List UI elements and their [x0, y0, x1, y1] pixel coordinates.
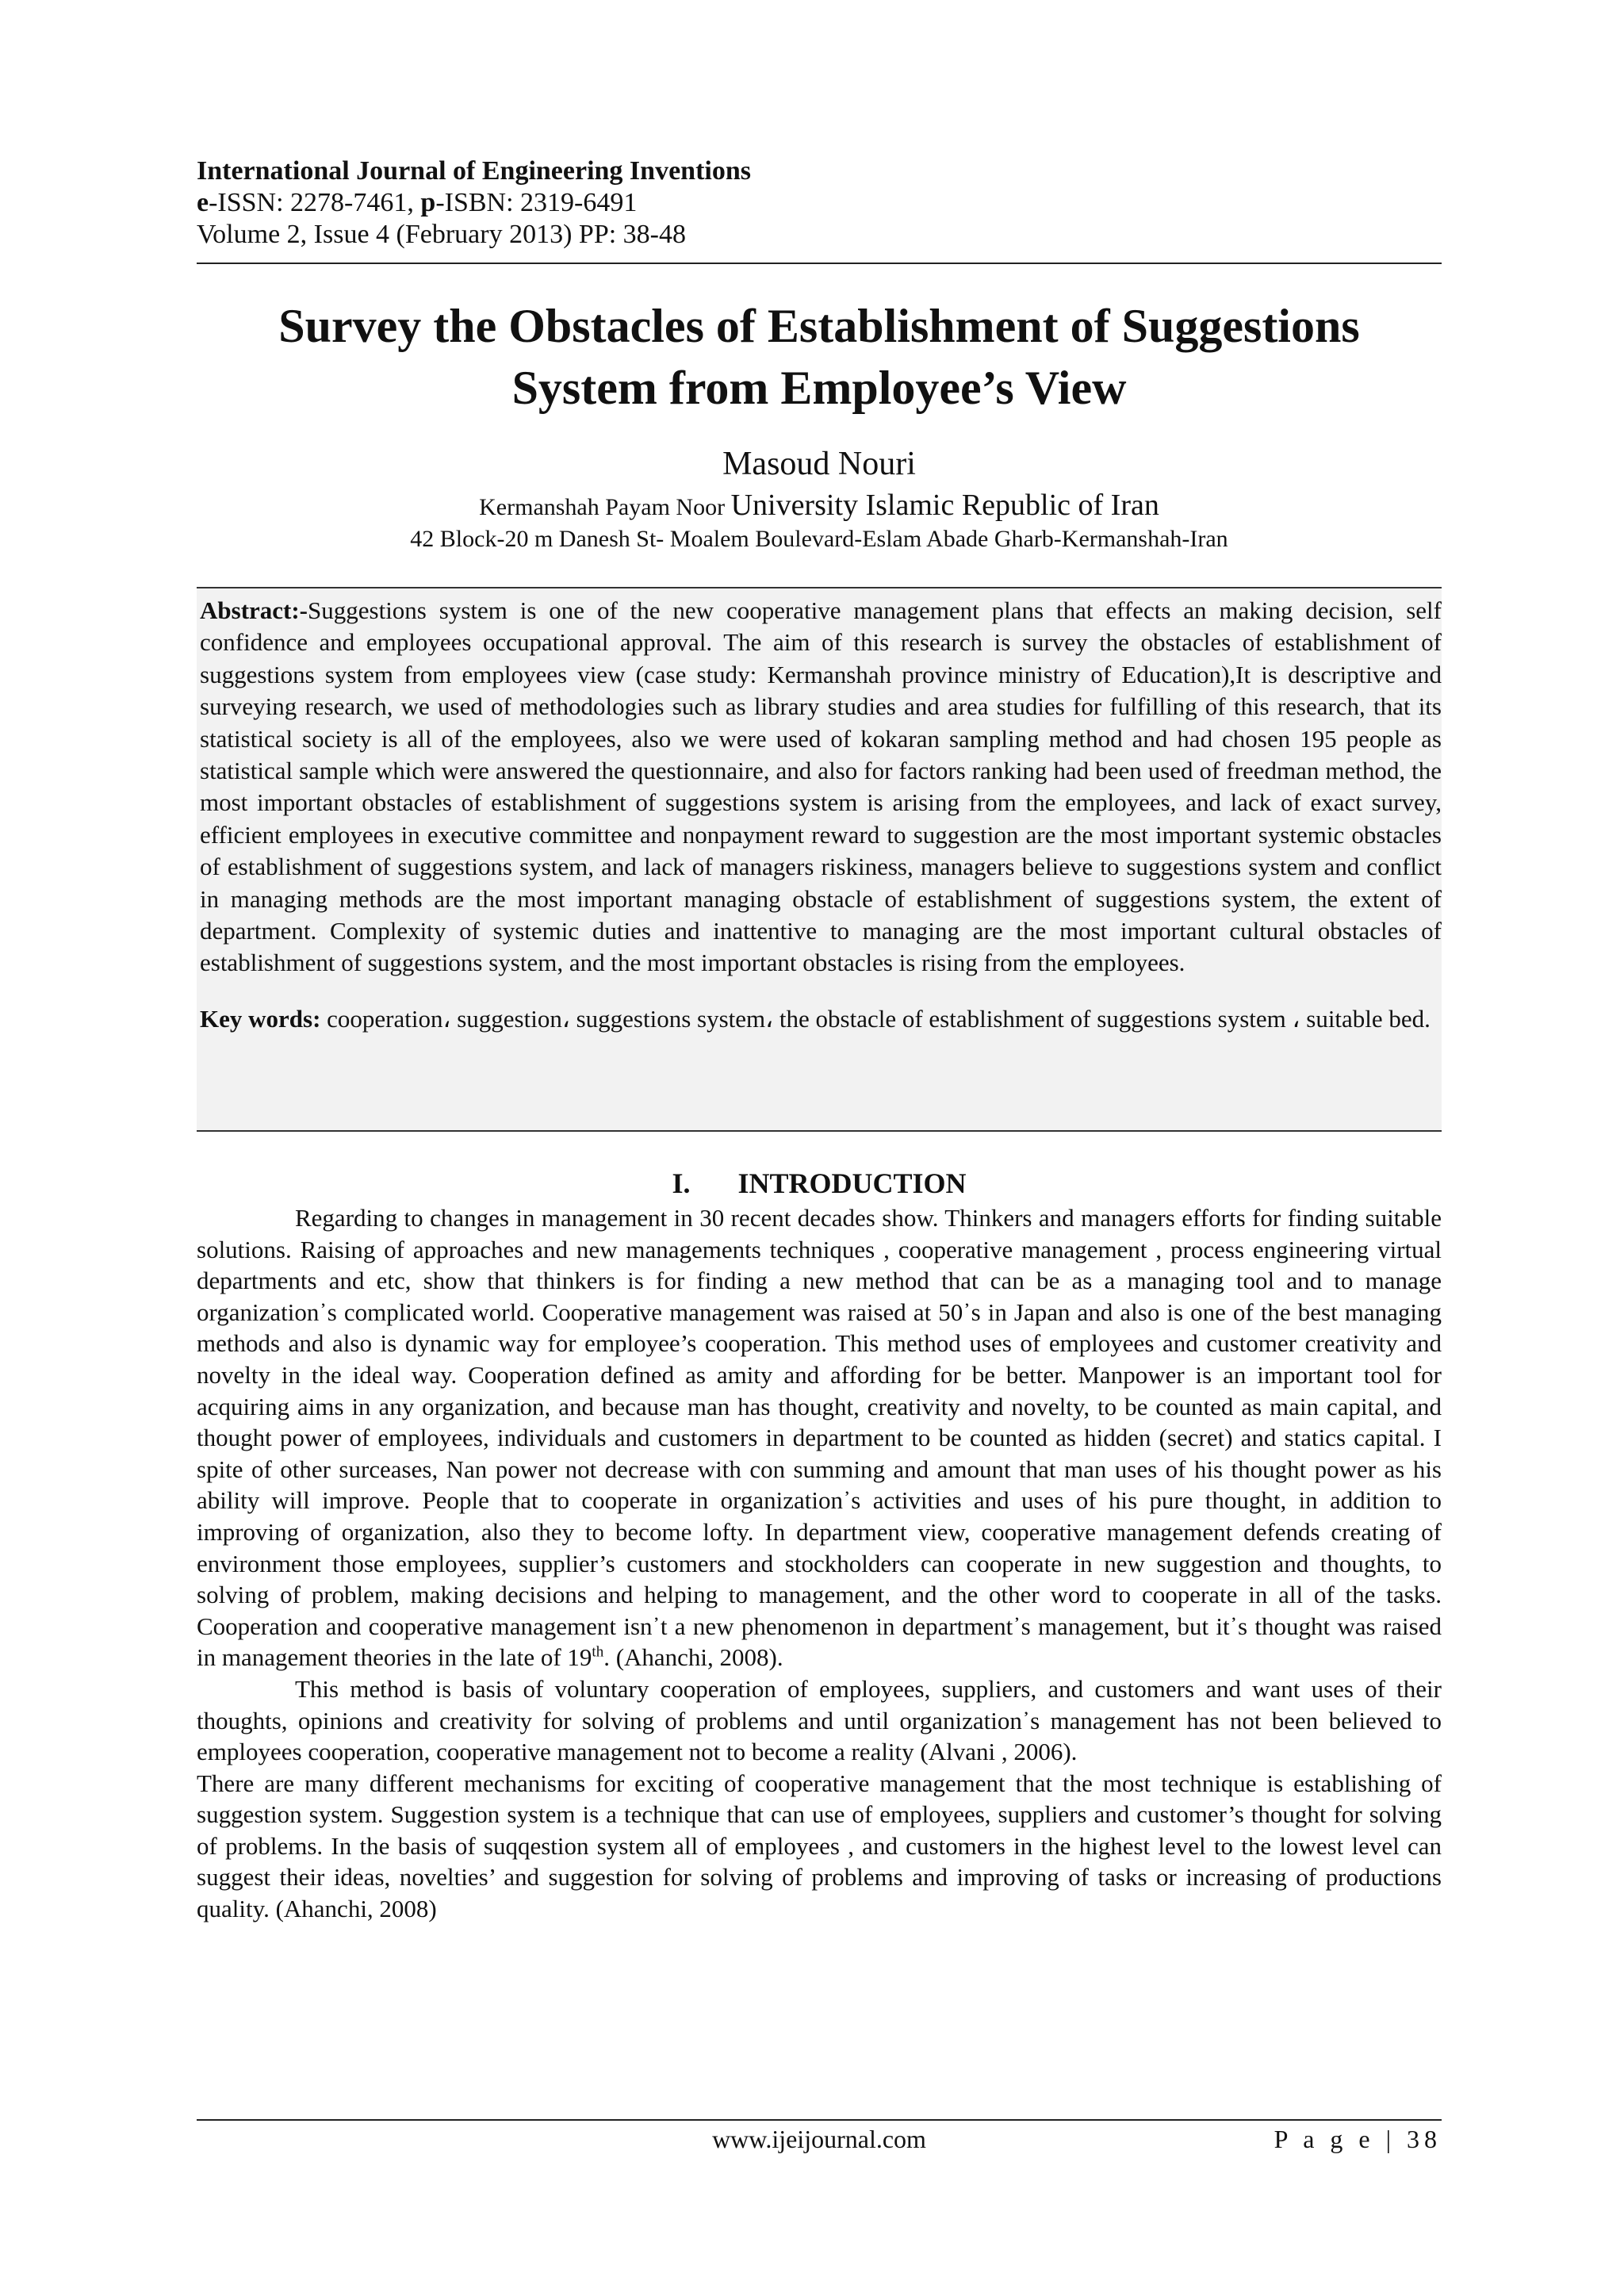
- keywords-paragraph: [200, 1003, 1442, 1035]
- introduction-body: [197, 1202, 1442, 1925]
- section-title: INTRODUCTION: [737, 1167, 967, 1199]
- abstract-paragraph: [200, 595, 1442, 979]
- volume-line: Volume 2, Issue 4 (February 2013) PP: 38-48: [197, 220, 686, 249]
- isbn-prefix: p: [420, 188, 436, 217]
- title-line-2: System from Employee’s View: [511, 362, 1127, 414]
- journal-header: [197, 155, 1442, 251]
- header-divider: [197, 263, 1442, 264]
- abstract-body: Suggestions system is one of the new cooperative management plans that effects an making decision, self confidence and employees occupational approval. The aim of this research is survey the obstacles of establishment of suggestions system from employees view (case study: Kermanshah province ministry of Education),It is descriptive and surveying research, we used of methodologies such as library studies and area studies for fulfilling of this research, that its statistical society is all of the employees, also we were used of kokaran sampling method and had chosen 195 people as statistical sample which were answered the questionnaire, and also for factors ranking had been used of freedman method, the most important obstacles of establishment of suggestions system is arising from the employees, and lack of exact survey, efficient employees in executive committee and nonpayment reward to suggestion are the most important systemic obstacles of establishment of suggestions system, and lack of managers riskiness, managers believe to suggestions system and conflict in managing methods are the most important managing obstacle of establishment of suggestions system, the extent of department. Complexity of systemic duties and inattentive to managing are the most important cultural obstacles of establishment of suggestions system, and the most important obstacles is rising from the employees.: [200, 596, 1442, 977]
- issn-line: [197, 187, 1442, 219]
- keywords-body: cooperation، suggestion، suggestions system، the obstacle of establishment of suggestions system ، suitable bed.: [320, 1004, 1431, 1033]
- author-name: Masoud Nouri: [722, 446, 916, 482]
- abstract-label: Abstract:-: [200, 596, 308, 624]
- issn-prefix: e: [197, 188, 209, 217]
- paper-page: [197, 0, 1442, 2296]
- ordinal-superscript: th: [592, 1643, 604, 1661]
- intro-paragraph-2: This method is basis of voluntary cooperation of employees, suppliers, and customers and want uses of their thoughts, opinions and creativity for solving of problems and until organization᾽s management has not been believed to employees cooperation, cooperative management not to become a reality (Alvani , 2006).: [197, 1674, 1442, 1766]
- issn-text: -ISSN: 2278-7461,: [209, 188, 421, 217]
- affiliation-large: University Islamic Republic of Iran: [730, 489, 1159, 522]
- title-line-1: Survey the Obstacles of Establishment of Suggestions: [278, 300, 1360, 352]
- footer-divider: [197, 2119, 1442, 2121]
- keywords-label: Key words:: [200, 1004, 321, 1033]
- intro-paragraph-1: [197, 1202, 1442, 1673]
- intro-p1-citation: . (Ahanchi, 2008).: [603, 1643, 783, 1672]
- footer-page-number: P a g e | 38: [1274, 2125, 1442, 2153]
- author-affiliation: [197, 489, 1442, 524]
- journal-name: International Journal of Engineering Inventions: [197, 156, 751, 186]
- affiliation-small: Kermanshah Payam Noor: [479, 494, 731, 520]
- footer-website: www.ijeijournal.com: [712, 2125, 926, 2153]
- intro-p1-text: Regarding to changes in management in 30 recent decades show. Thinkers and managers efforts for finding suitable solutions. Raising of approaches and new managements techniques , cooperative management , process engineering virtual departments and etc, show that thinkers is for finding a new method that can be as a managing tool and to manage organization᾽s complicated world. Cooperative management was raised at 50᾽s in Japan and also is one of the best managing methods and also is dynamic way for employee’s cooperation. This method uses of employees and customer creativity and novelty in the ideal way. Cooperation defined as amity and affording for be better. Manpower is an important tool for acquiring aims in any organization, and because man has thought, creativity and novelty, to be counted as main capital, and thought power of employees, individuals and customers in department to be counted as hidden (secret) and statics capital. I spite of other surceases, Nan power not decrease with con summing and amount that man uses of his thought power as his ability will improve. People that to cooperate in organization᾽s activities and uses of his pure thought, in addition to improving of organization, also they to become lofty. In department view, cooperative management defends creating of environment those employees, supplier’s customers and stockholders can cooperate in new suggestion and thoughts, to solving of problem, making decisions and helping to management, and the other word to cooperate in all of the tasks. Cooperation and cooperative management isn᾽t a new phenomenon in department᾽s management, but it᾽s thought was raised in management theories in the late of 19: [197, 1204, 1442, 1672]
- abstract-box: [197, 587, 1442, 1132]
- author-address: 42 Block-20 m Danesh St- Moalem Boulevard-Eslam Abade Gharb-Kermanshah-Iran: [410, 526, 1228, 552]
- isbn-text: -ISBN: 2319-6491: [435, 188, 638, 217]
- paper-title: [197, 295, 1442, 419]
- section-heading: [197, 1166, 1442, 1201]
- section-number: I.: [672, 1167, 691, 1199]
- intro-paragraph-3: There are many different mechanisms for exciting of cooperative management that the most technique is establishing of suggestion system. Suggestion system is a technique that can use of employees, suppliers and customer’s thought for solving of problems. In the basis of suqqestion system all of employees , and customers in the highest level to the lowest level can suggest their ideas, novelties’ and suggestion for solving of problems and improving of tasks or increasing of productions quality. (Ahanchi, 2008): [197, 1769, 1442, 1923]
